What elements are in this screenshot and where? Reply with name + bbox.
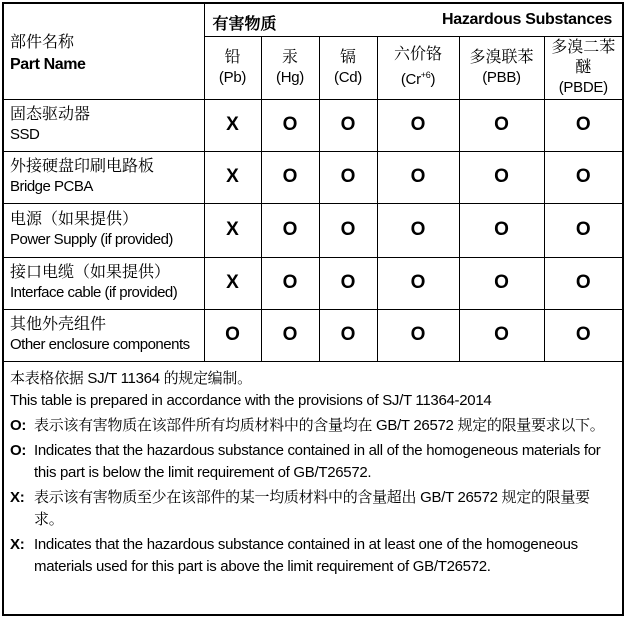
mark-cell: O [544,203,622,257]
x-definition-en-text: Indicates that the hazardous substance contained in at least one of the homogeneous materials used for this part is above the limit requirement of GB/T26572. [34,536,578,575]
part-name-en: Bridge PCBA [10,178,93,195]
substance-cn: 汞 [281,48,298,66]
mark-cell: O [204,309,261,361]
mark-cell: O [319,99,377,151]
hazardous-substances-header [204,4,622,36]
part-name-cell [4,99,204,151]
substance-header-pbb [459,36,544,99]
mark-cell: O [544,257,622,309]
substance-header-cd [319,36,377,99]
substance-en-base: (Cr [400,71,421,88]
substance-en: (PBDE) [558,78,608,96]
x-definition-cn [10,487,616,531]
hazardous-substances-en: Hazardous Substances [441,11,613,28]
mark-cell: O [459,257,544,309]
substance-cn: 铅 [224,48,241,66]
mark-cell: O [319,203,377,257]
mark-cell: O [377,203,459,257]
substance-en: (PBB) [482,68,521,86]
table-row [4,151,622,203]
substance-en: (Cd) [334,68,362,86]
part-name-en: Power Supply (if provided) [10,231,173,248]
o-symbol: O: [10,417,27,434]
substance-en [378,65,459,90]
x-symbol: X: [10,489,25,506]
mark-cell: O [261,99,319,151]
part-name-cn: 电源（如果提供） [10,211,139,228]
substance-cn: 多溴联苯 [469,48,534,66]
mark-cell: O [319,151,377,203]
mark-cell: O [319,257,377,309]
mark-cell: X [204,151,261,203]
substance-header-pb [204,36,261,99]
mark-cell: X [204,99,261,151]
substance-header-pbde [544,36,622,99]
rohs-declaration [2,2,624,616]
mark-cell: O [459,151,544,203]
part-name-cn: 接口电缆（如果提供） [10,264,171,281]
part-name-en: Part Name [10,55,86,73]
substance-cn: 六价铬 [393,46,442,63]
part-name-cn: 部件名称 [10,33,75,51]
part-name-cn: 外接硬盘印刷电路板 [10,158,155,175]
table-row [4,257,622,309]
mark-cell: O [544,151,622,203]
part-name-header [4,4,204,99]
substance-header-hg [261,36,319,99]
mark-cell: O [544,309,622,361]
mark-cell: O [261,203,319,257]
hazardous-substances-cn: 有害物质 [212,16,277,33]
mark-cell: X [204,257,261,309]
mark-cell: O [377,151,459,203]
o-definition-cn [10,415,616,437]
mark-cell: O [459,99,544,151]
mark-cell: O [261,257,319,309]
substance-en: (Pb) [218,68,247,86]
substance-en: (Hg) [276,68,304,86]
table-row [4,309,622,361]
prepared-note-en: This table is prepared in accordance with the provisions of SJ/T 11364-2014 [10,392,492,409]
part-name-en: SSD [10,126,40,143]
mark-cell: O [377,99,459,151]
part-name-cell [4,203,204,257]
substance-cn: 镉 [339,48,356,66]
mark-cell: O [377,309,459,361]
mark-cell: O [544,99,622,151]
part-name-cn: 其他外壳组件 [10,316,107,333]
part-name-cell [4,257,204,309]
mark-cell: O [261,151,319,203]
table-row [4,203,622,257]
mark-cell: O [319,309,377,361]
part-name-cell [4,309,204,361]
part-name-cn: 固态驱动器 [10,106,91,123]
prepared-note-cn: 本表格依据 SJ/T 11364 的规定编制。 [10,370,252,387]
hazardous-substances-table [4,4,622,362]
substance-cn: 多溴二苯醚 [551,38,616,76]
mark-cell: O [459,309,544,361]
substance-header-cr6 [377,36,459,99]
mark-cell: O [261,309,319,361]
part-name-en: Other enclosure components [10,336,190,353]
o-definition-cn-text: 表示该有害物质在该部件所有均质材料中的含量均在 GB/T 26572 规定的限量要求以下。 [34,417,605,434]
substance-en-sup: +6 [420,70,431,80]
mark-cell: O [377,257,459,309]
table-row [4,99,622,151]
x-symbol: X: [10,536,25,553]
o-definition-en [10,440,616,484]
substance-en-tail: ) [430,71,436,88]
mark-cell: X [204,203,261,257]
mark-cell: O [459,203,544,257]
o-symbol: O: [10,442,27,459]
x-definition-en [10,534,616,578]
o-definition-en-text: Indicates that the hazardous substance contained in all of the homogeneous materials for this part is below the limit requirement of GB/T26572. [34,442,601,481]
footnotes [10,368,616,578]
part-name-cell [4,151,204,203]
x-definition-cn-text: 表示该有害物质至少在该部件的某一均质材料中的含量超出 GB/T 26572 规定的限量要求。 [34,489,590,528]
part-name-en: Interface cable (if provided) [10,284,178,301]
